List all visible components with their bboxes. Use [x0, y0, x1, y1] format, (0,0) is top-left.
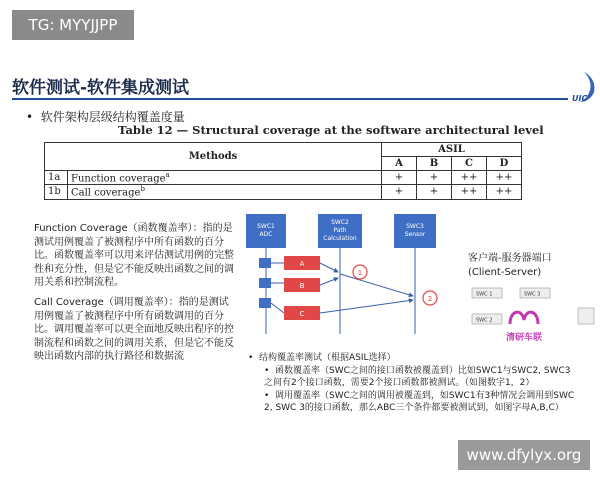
svg-text:SWC1: SWC1	[257, 223, 275, 230]
methods-header: Methods	[45, 143, 382, 171]
svg-text:Sensor: Sensor	[404, 231, 426, 238]
asil-level-c: C	[452, 157, 487, 171]
table-caption: Table 12 — Structural coverage at the software architectural level	[118, 123, 544, 137]
swc2-box	[318, 214, 362, 248]
notes-main: • 结构覆盖率测试（根据ASIL选择）	[248, 353, 396, 363]
asil-level-a: A	[382, 157, 417, 171]
svg-text:SWC3: SWC3	[406, 223, 424, 230]
row-method: Call coverage$^b$	[68, 185, 382, 199]
row-value: ++	[452, 171, 487, 185]
coverage-table	[44, 142, 522, 200]
logo-text: UIC	[572, 94, 588, 103]
row-value: +	[382, 171, 417, 185]
client-server-diagram	[466, 284, 600, 354]
svg-text:Path: Path	[333, 227, 347, 234]
svg-text:C: C	[299, 310, 305, 318]
row-value: +	[417, 171, 452, 185]
brand-text: 清研车联	[505, 333, 543, 343]
row-id: 1b	[45, 185, 68, 199]
swc-call-diagram	[238, 212, 462, 340]
swc-label: SWC 2	[476, 317, 493, 324]
marker-1	[353, 265, 367, 279]
row-value: +	[382, 185, 417, 199]
title-rule	[12, 98, 568, 100]
svg-text:ADC: ADC	[259, 231, 273, 238]
row-method: Function coverage$^a$	[68, 171, 382, 185]
table-row	[45, 185, 522, 199]
swc1-box	[246, 214, 286, 248]
row-value: ++	[487, 171, 522, 185]
section-bullet: • 软件架构层级结构覆盖度量	[26, 110, 185, 124]
asil-header: ASIL	[382, 143, 522, 157]
svg-text:B: B	[299, 282, 305, 290]
channel-tag: TG: MYYJJPP	[12, 10, 134, 40]
client-server-title-en: (Client-Server)	[468, 267, 542, 278]
svg-text:Calculation: Calculation	[323, 235, 357, 242]
path-c-box	[284, 306, 320, 320]
notes-item: • 调用覆盖率（SWC之间的调用被覆盖到，如SWC1有3种情况会调用到SWC 2, SWC 3的接口函数，那么ABC三个条件都要被测试到，如图字母A,B,C）	[264, 390, 575, 413]
asil-level-b: B	[417, 157, 452, 171]
marker-2	[423, 291, 437, 305]
swc-label: SWC 3	[524, 291, 541, 298]
path-a-box	[284, 256, 320, 270]
coverage-notes	[248, 352, 578, 415]
client-server-title-cn: 客户端-服务器端口	[468, 253, 552, 264]
asil-level-d: D	[487, 157, 522, 171]
uic-logo-icon	[566, 70, 598, 104]
path-b-box	[284, 278, 320, 292]
table-row	[45, 171, 522, 185]
swc3-box	[394, 214, 436, 248]
function-coverage-text: Function Coverage（函数覆盖率）：指的是测试用例覆盖了被测程序中所有函数的百分比。函数覆盖率可以用来评估测试用例的完整性和充分性，但是它不能反映出函数之间的调用关系和控制流程。	[34, 223, 234, 288]
svg-text:SWC2: SWC2	[331, 219, 349, 226]
client-server-title	[468, 252, 600, 280]
section-bullet-text: 软件架构层级结构覆盖度量	[40, 110, 185, 124]
call-coverage-text: Call Coverage（调用覆盖率）：指的是测试用例覆盖了被测程序中所有函数调用的百分比。调用覆盖率可以更全面地反映出程序的控制流程和函数之间的调用关系，但是它不能反映出函数内部的执行路径和数据流	[34, 297, 234, 362]
swc-label: SWC 1	[476, 291, 493, 298]
row-value: +	[417, 185, 452, 199]
row-id: 1a	[45, 171, 68, 185]
svg-text:1: 1	[357, 269, 363, 277]
row-value: ++	[452, 185, 487, 199]
svg-text:A: A	[299, 260, 305, 268]
slide-title: 软件测试-软件集成测试	[12, 78, 190, 98]
notes-item: • 函数覆盖率（SWC之间的接口函数被覆盖到）比如SWC1与SWC2, SWC3之间有2个接口函数，需要2个接口函数都被测试。（如图数字1，2）	[264, 365, 571, 388]
svg-text:2: 2	[427, 295, 433, 303]
row-value: ++	[487, 185, 522, 199]
site-watermark: www.dfylyx.org	[458, 440, 590, 470]
